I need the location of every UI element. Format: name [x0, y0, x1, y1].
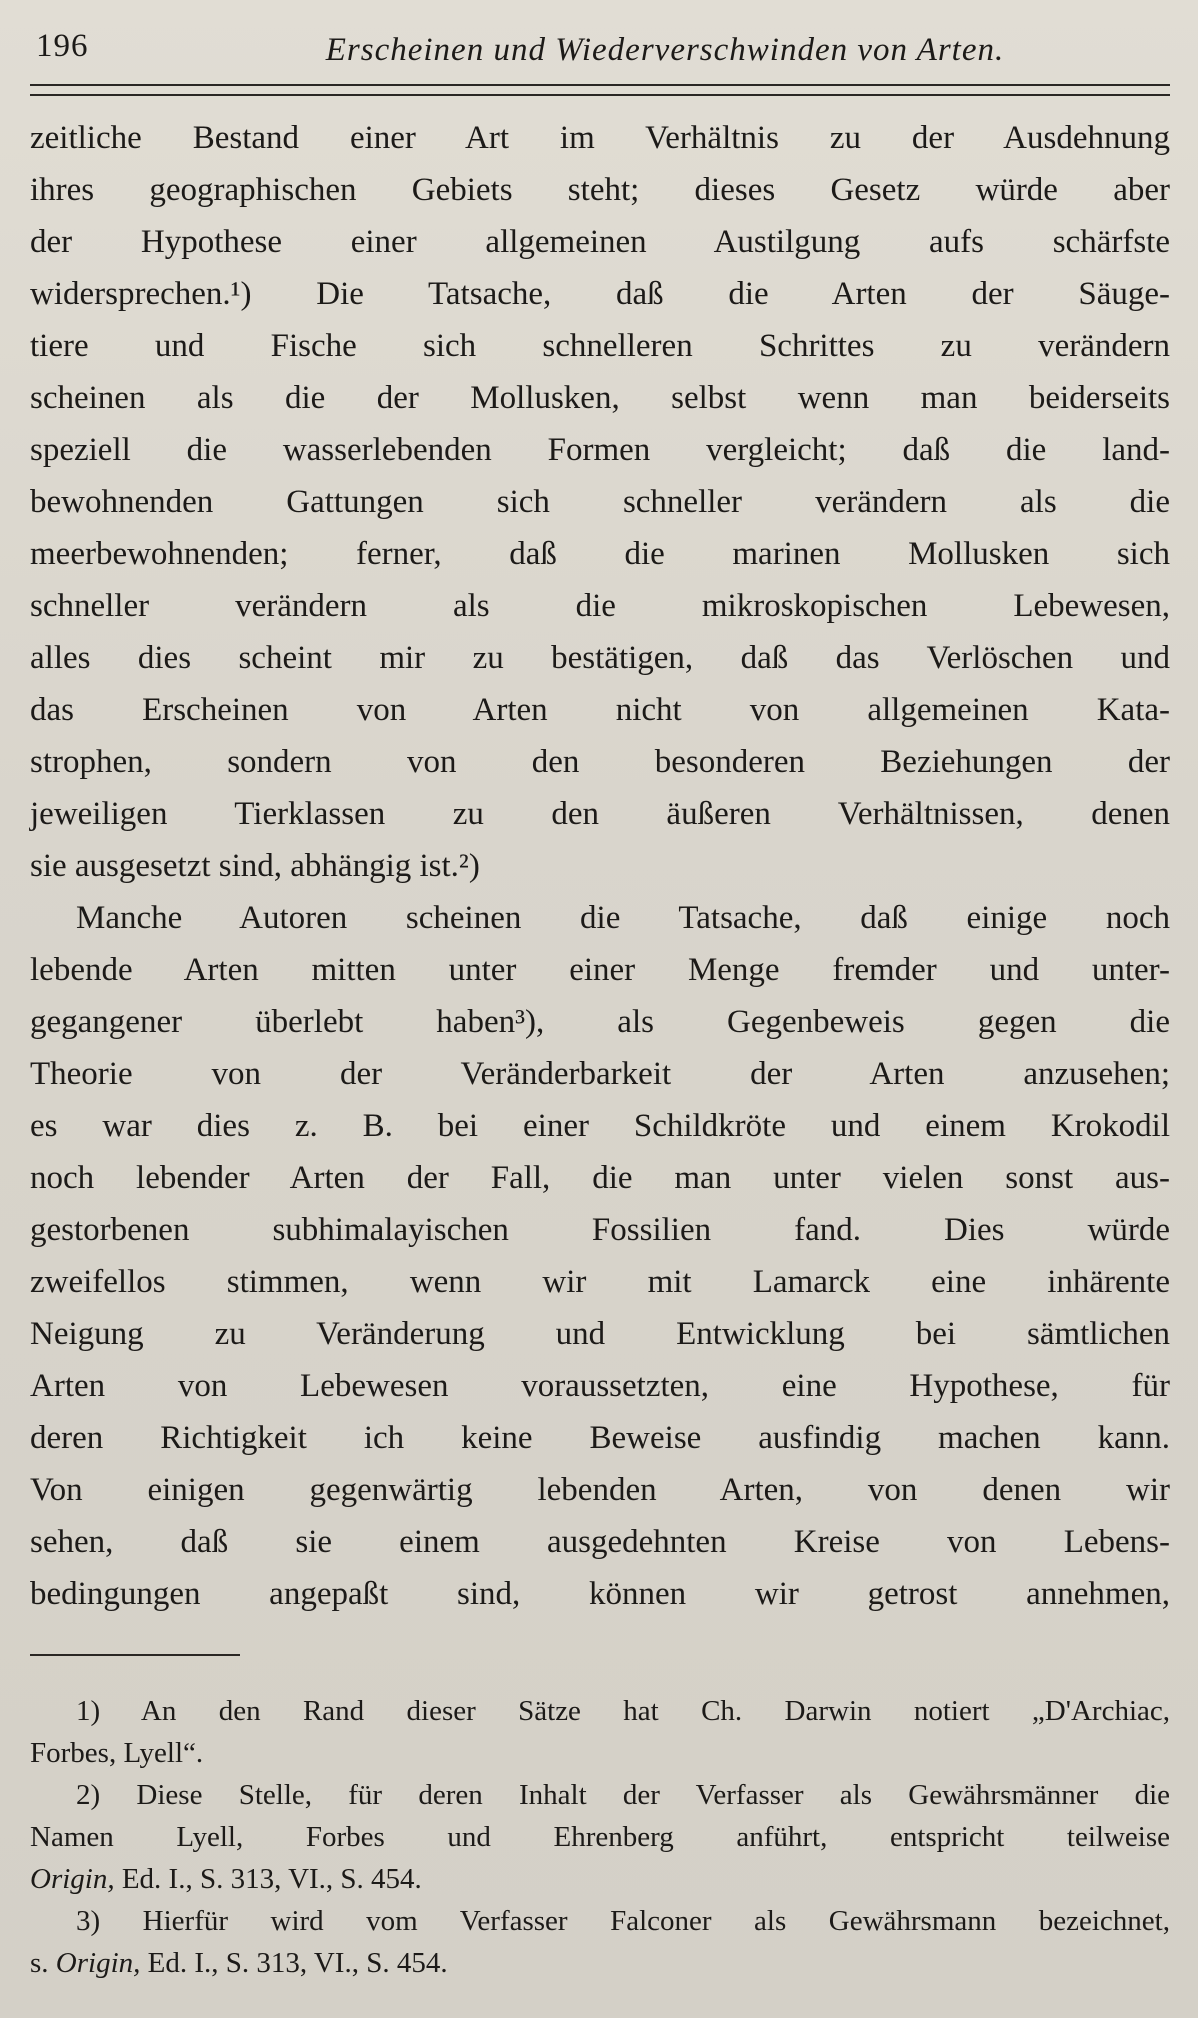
- text-line: der Hypothese einer allgemeinen Austilgung aufs schärfste: [30, 224, 1170, 260]
- text-line: scheinen als die der Mollusken, selbst wenn man beiderseits: [30, 380, 1170, 416]
- footnote-rule: [30, 1654, 240, 1656]
- text-line: es war dies z. B. bei einer Schildkröte und einem Krokodil: [30, 1108, 1170, 1144]
- text-line: Arten von Lebewesen voraussetzten, eine Hypothese, für: [30, 1368, 1170, 1404]
- text-line: Manche Autoren scheinen die Tatsache, daß einige noch: [76, 900, 1170, 936]
- header-rule-double: [30, 94, 1170, 96]
- work-title: Origin,: [55, 1947, 141, 1979]
- text-line: gegangener überlebt haben³), als Gegenbeweis gegen die: [30, 1004, 1170, 1040]
- text-line: Neigung zu Veränderung und Entwicklung bei sämtlichen: [30, 1316, 1170, 1352]
- text-line: noch lebender Arten der Fall, die man unter vielen sonst aus-: [30, 1160, 1170, 1196]
- reference-prefix: s.: [30, 1947, 56, 1979]
- header-rule: [30, 84, 1170, 86]
- text-line: deren Richtigkeit ich keine Beweise ausfindig machen kann.: [30, 1420, 1170, 1456]
- text-line: ihres geographischen Gebiets steht; dieses Gesetz würde aber: [30, 172, 1170, 208]
- page-number: 196: [36, 28, 89, 64]
- text-line: Theorie von der Veränderbarkeit der Arten anzusehen;: [30, 1056, 1170, 1092]
- body-text: [30, 112, 1170, 1620]
- reference-text: Ed. I., S. 313, VI., S. 454.: [114, 1863, 422, 1895]
- text-line: lebende Arten mitten unter einer Menge fremder und unter-: [30, 952, 1170, 988]
- text-line: schneller verändern als die mikroskopischen Lebewesen,: [30, 588, 1170, 624]
- text-line: speziell die wasserlebenden Formen vergleicht; daß die land-: [30, 432, 1170, 468]
- text-line: widersprechen.¹) Die Tatsache, daß die Arten der Säuge-: [30, 276, 1170, 312]
- footnote-1: 1) An den Rand dieser Sätze hat Ch. Darwin notiert „D'Archiac,: [76, 1695, 1170, 1727]
- text-line: sie ausgesetzt sind, abhängig ist.²): [30, 848, 480, 884]
- text-line: sehen, daß sie einem ausgedehnten Kreise von Lebens-: [30, 1524, 1170, 1560]
- work-title: Origin,: [30, 1863, 115, 1895]
- text-line: tiere und Fische sich schnelleren Schrittes zu verändern: [30, 328, 1170, 364]
- text-line: meerbewohnenden; ferner, daß die marinen Mollusken sich: [30, 536, 1170, 572]
- footnote-3: 3) Hierfür wird vom Verfasser Falconer als Gewährsmann bezeichnet,: [76, 1905, 1170, 1937]
- footnote-2-cont-2: [30, 1858, 1170, 1900]
- text-line: strophen, sondern von den besonderen Beziehungen der: [30, 744, 1170, 780]
- text-line: zweifellos stimmen, wenn wir mit Lamarck eine inhärente: [30, 1264, 1170, 1300]
- text-line: jeweiligen Tierklassen zu den äußeren Verhältnissen, denen: [30, 796, 1170, 832]
- text-line: zeitliche Bestand einer Art im Verhältnis zu der Ausdehnung: [30, 120, 1170, 156]
- footnotes: [30, 1690, 1170, 1984]
- text-line: bedingungen angepaßt sind, können wir getrost annehmen,: [30, 1576, 1170, 1612]
- text-line: alles dies scheint mir zu bestätigen, daß das Verlöschen und: [30, 640, 1170, 676]
- page-header: [30, 26, 1170, 76]
- footnote-2-cont: Namen Lyell, Forbes und Ehrenberg anführt, entspricht teilweise: [30, 1821, 1170, 1853]
- footnote-3-cont: [30, 1942, 1170, 1984]
- text-line: gestorbenen subhimalayischen Fossilien fand. Dies würde: [30, 1212, 1170, 1248]
- reference-text: Ed. I., S. 313, VI., S. 454.: [140, 1947, 448, 1979]
- text-line: das Erscheinen von Arten nicht von allgemeinen Kata-: [30, 692, 1170, 728]
- footnote-1-cont: Forbes, Lyell“.: [30, 1737, 204, 1769]
- text-line: bewohnenden Gattungen sich schneller verändern als die: [30, 484, 1170, 520]
- footnote-2: 2) Diese Stelle, für deren Inhalt der Verfasser als Gewährsmänner die: [76, 1779, 1170, 1811]
- running-head: Erscheinen und Wiederverschwinden von Arten.: [325, 32, 1005, 68]
- text-line: Von einigen gegenwärtig lebenden Arten, von denen wir: [30, 1472, 1170, 1508]
